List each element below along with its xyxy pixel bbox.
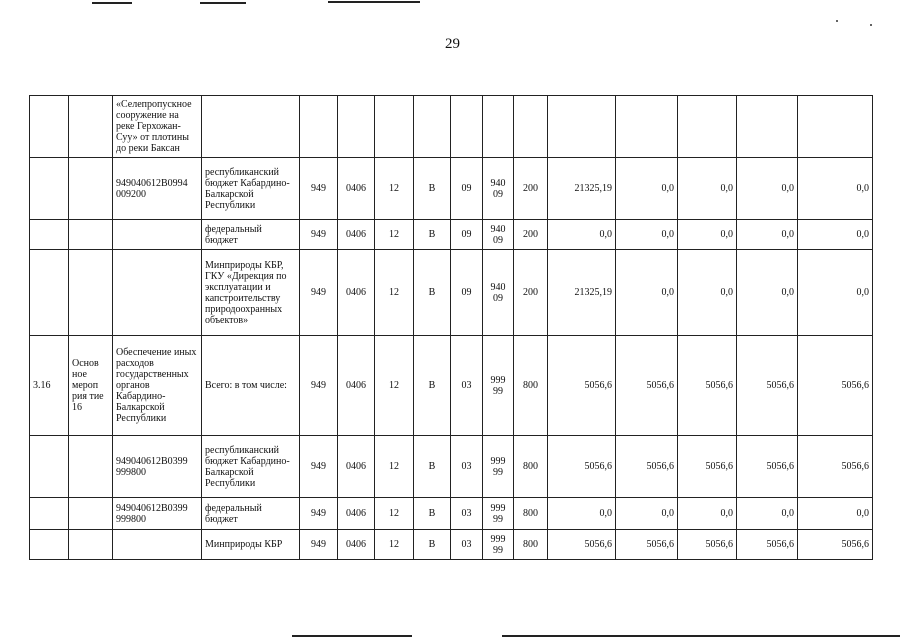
cell-value-3: 0,0: [678, 158, 737, 220]
cell-om: [451, 96, 483, 158]
cell-vr: [514, 96, 548, 158]
scan-artifact-line: [502, 635, 900, 637]
cell-value-2: 0,0: [616, 498, 678, 530]
cell-value-4: 0,0: [737, 158, 798, 220]
cell-number: [30, 250, 69, 336]
cell-value-1: 0,0: [548, 498, 616, 530]
cell-value-4: 0,0: [737, 498, 798, 530]
cell-value-1: 21325,19: [548, 158, 616, 220]
cell-value-5: [798, 96, 873, 158]
cell-value-3: 5056,6: [678, 436, 737, 498]
cell-sp: [414, 96, 451, 158]
cell-grbs: 949: [300, 158, 338, 220]
cell-source: республиканский бюджет Кабардино-Балкарской Республики: [202, 436, 300, 498]
cell-value-3: 0,0: [678, 220, 737, 250]
table-row: [30, 158, 873, 220]
cell-name: 949040612В0399 999800: [113, 436, 202, 498]
cell-value-5: 5056,6: [798, 530, 873, 560]
scan-artifact-dot: [836, 20, 838, 22]
cell-gp: 12: [375, 250, 414, 336]
cell-name: «Селепропускное сооружение на реке Герхожан-Суу» от плотины до реки Баксан: [113, 96, 202, 158]
cell-status: [69, 530, 113, 560]
cell-name: Обеспечение иных расходов государственных органов Кабардино-Балкарской Республики: [113, 336, 202, 436]
cell-direction: 999 99: [483, 530, 514, 560]
scan-artifact-line: [92, 2, 132, 4]
cell-grbs: 949: [300, 436, 338, 498]
cell-number: [30, 220, 69, 250]
cell-name: [113, 530, 202, 560]
cell-gp: 12: [375, 530, 414, 560]
cell-number: [30, 96, 69, 158]
cell-value-3: 0,0: [678, 250, 737, 336]
cell-source: республиканский бюджет Кабардино-Балкарской Республики: [202, 158, 300, 220]
cell-sp: В: [414, 530, 451, 560]
cell-sp: В: [414, 336, 451, 436]
cell-source: [202, 96, 300, 158]
table-row: [30, 96, 873, 158]
cell-direction: [483, 96, 514, 158]
cell-value-3: 5056,6: [678, 336, 737, 436]
cell-gp: 12: [375, 498, 414, 530]
cell-vr: 200: [514, 250, 548, 336]
cell-om: 09: [451, 220, 483, 250]
table-row: [30, 436, 873, 498]
cell-number: 3.16: [30, 336, 69, 436]
cell-direction: 999 99: [483, 436, 514, 498]
cell-direction: 940 09: [483, 250, 514, 336]
cell-om: 09: [451, 158, 483, 220]
cell-direction: 940 09: [483, 220, 514, 250]
budget-table: [29, 95, 873, 560]
cell-gp: 12: [375, 336, 414, 436]
cell-value-1: 5056,6: [548, 530, 616, 560]
cell-value-5: 0,0: [798, 250, 873, 336]
cell-vr: 800: [514, 336, 548, 436]
cell-sp: В: [414, 250, 451, 336]
scan-artifact-line: [292, 635, 412, 637]
cell-sp: В: [414, 498, 451, 530]
cell-grbs: 949: [300, 220, 338, 250]
cell-rzpr: 0406: [338, 336, 375, 436]
cell-direction: 940 09: [483, 158, 514, 220]
cell-value-1: 0,0: [548, 220, 616, 250]
cell-value-2: 5056,6: [616, 336, 678, 436]
cell-status: Основ ное мероп рия тие 16: [69, 336, 113, 436]
table-row: [30, 220, 873, 250]
cell-status: [69, 436, 113, 498]
cell-status: [69, 158, 113, 220]
cell-rzpr: 0406: [338, 220, 375, 250]
cell-om: 03: [451, 436, 483, 498]
cell-number: [30, 436, 69, 498]
cell-sp: В: [414, 436, 451, 498]
cell-value-1: 21325,19: [548, 250, 616, 336]
cell-direction: 999 99: [483, 336, 514, 436]
cell-rzpr: 0406: [338, 436, 375, 498]
cell-value-4: 0,0: [737, 220, 798, 250]
cell-value-2: 5056,6: [616, 436, 678, 498]
cell-vr: 200: [514, 220, 548, 250]
cell-value-1: [548, 96, 616, 158]
cell-rzpr: [338, 96, 375, 158]
cell-source: федеральный бюджет: [202, 498, 300, 530]
cell-grbs: 949: [300, 250, 338, 336]
cell-vr: 800: [514, 530, 548, 560]
table-row: [30, 530, 873, 560]
cell-value-5: 0,0: [798, 498, 873, 530]
cell-grbs: 949: [300, 530, 338, 560]
cell-status: [69, 498, 113, 530]
cell-number: [30, 530, 69, 560]
cell-value-4: 0,0: [737, 250, 798, 336]
cell-value-2: [616, 96, 678, 158]
cell-grbs: 949: [300, 498, 338, 530]
cell-value-5: 0,0: [798, 158, 873, 220]
scan-artifact-dot: [870, 24, 872, 26]
cell-name: [113, 220, 202, 250]
cell-name: 949040612В0994 009200: [113, 158, 202, 220]
cell-value-1: 5056,6: [548, 336, 616, 436]
scan-artifact-line: [328, 1, 420, 3]
cell-value-3: 0,0: [678, 498, 737, 530]
cell-status: [69, 220, 113, 250]
cell-value-5: 5056,6: [798, 436, 873, 498]
cell-source: Минприроды КБР: [202, 530, 300, 560]
cell-status: [69, 96, 113, 158]
table-row: [30, 498, 873, 530]
cell-name: [113, 250, 202, 336]
cell-gp: 12: [375, 436, 414, 498]
cell-number: [30, 158, 69, 220]
cell-om: 03: [451, 530, 483, 560]
cell-sp: В: [414, 220, 451, 250]
cell-rzpr: 0406: [338, 498, 375, 530]
cell-value-2: 0,0: [616, 250, 678, 336]
cell-value-1: 5056,6: [548, 436, 616, 498]
cell-vr: 800: [514, 436, 548, 498]
cell-source: Минприроды КБР, ГКУ «Дирекция по эксплуатации и капстроительству природоохранных объектов»: [202, 250, 300, 336]
page-number: 29: [445, 36, 460, 52]
cell-gp: [375, 96, 414, 158]
cell-gp: 12: [375, 158, 414, 220]
cell-vr: 800: [514, 498, 548, 530]
cell-sp: В: [414, 158, 451, 220]
cell-value-4: [737, 96, 798, 158]
cell-value-3: [678, 96, 737, 158]
cell-number: [30, 498, 69, 530]
cell-value-2: 0,0: [616, 158, 678, 220]
cell-value-4: 5056,6: [737, 436, 798, 498]
cell-vr: 200: [514, 158, 548, 220]
cell-rzpr: 0406: [338, 158, 375, 220]
cell-value-4: 5056,6: [737, 530, 798, 560]
cell-om: 03: [451, 336, 483, 436]
cell-direction: 999 99: [483, 498, 514, 530]
table-row: [30, 336, 873, 436]
cell-grbs: 949: [300, 336, 338, 436]
cell-source: Всего: в том числе:: [202, 336, 300, 436]
cell-grbs: [300, 96, 338, 158]
cell-rzpr: 0406: [338, 250, 375, 336]
cell-om: 09: [451, 250, 483, 336]
cell-gp: 12: [375, 220, 414, 250]
cell-value-5: 0,0: [798, 220, 873, 250]
scan-artifact-line: [200, 2, 246, 4]
cell-value-5: 5056,6: [798, 336, 873, 436]
cell-source: федеральный бюджет: [202, 220, 300, 250]
cell-value-3: 5056,6: [678, 530, 737, 560]
cell-value-4: 5056,6: [737, 336, 798, 436]
cell-status: [69, 250, 113, 336]
cell-om: 03: [451, 498, 483, 530]
cell-name: 949040612В0399 999800: [113, 498, 202, 530]
cell-value-2: 5056,6: [616, 530, 678, 560]
table-row: [30, 250, 873, 336]
cell-rzpr: 0406: [338, 530, 375, 560]
cell-value-2: 0,0: [616, 220, 678, 250]
